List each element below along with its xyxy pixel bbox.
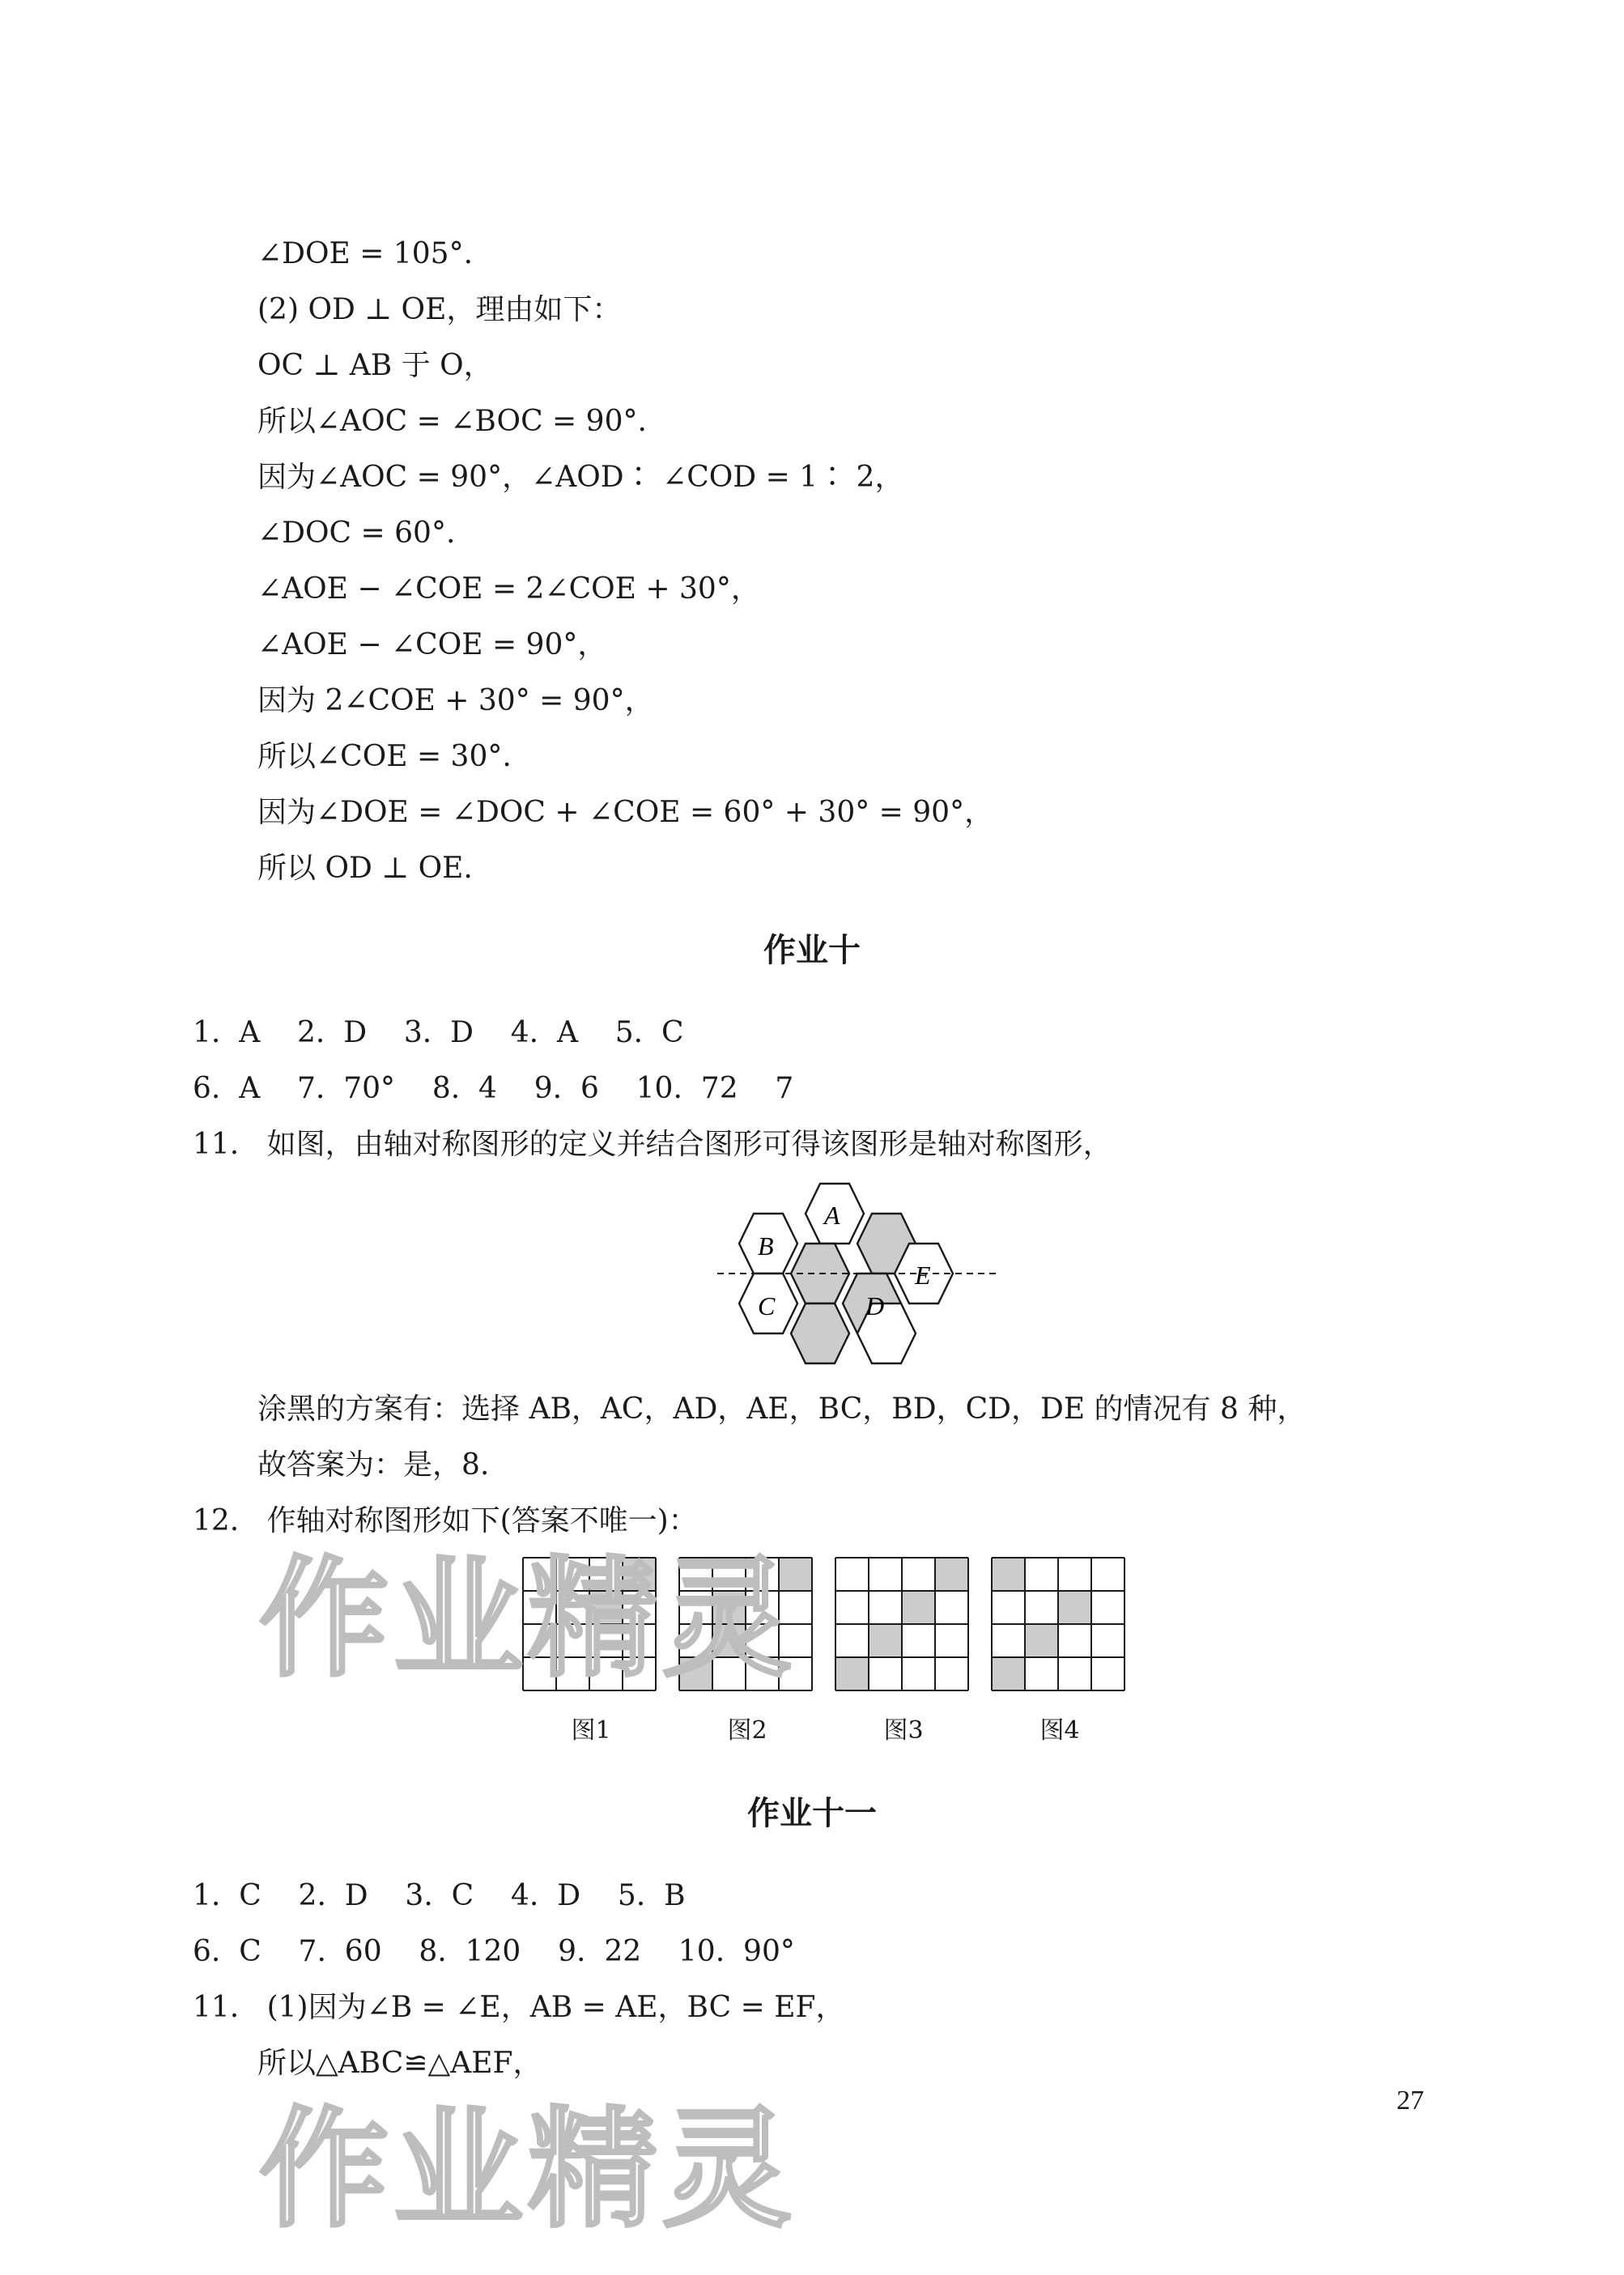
answers-row-1: 1. C 2. D 3. C 4. D 5. B <box>193 1879 686 1912</box>
grid-label-4: 图4 <box>1039 1716 1080 1745</box>
text-line: OC ⊥ AB 于 O， <box>257 349 493 382</box>
grid-shaded-cell <box>835 1657 869 1690</box>
grid-shaded-cell <box>1058 1591 1091 1624</box>
question-12: 12. 作轴对称图形如下(答案不唯一)： <box>193 1504 698 1537</box>
text-line: ∠AOE − ∠COE = 2∠COE + 30°， <box>257 572 760 606</box>
text-line: ∠AOE − ∠COE = 90°， <box>257 628 607 661</box>
question-11-2: 所以△ABC≌△AEF， <box>257 2047 542 2080</box>
text-line: 因为∠DOE = ∠DOC + ∠COE = 60° + 30° = 90°， <box>257 796 994 829</box>
text-line: 所以∠COE = 30°. <box>257 740 512 773</box>
question-11-1: 11. (1)因为∠B = ∠E，AB = AE，BC = EF， <box>193 1991 845 2024</box>
grid-shaded-cell <box>1025 1624 1058 1657</box>
question-11-answer-1: 涂黑的方案有：选择 AB，AC，AD，AE，BC，BD，CD，DE 的情况有 8 种， <box>257 1393 1307 1426</box>
hexagon-shaded-bottom <box>791 1303 849 1363</box>
grid-shaded-cell <box>869 1624 902 1657</box>
section-title-10: 作业十 <box>763 932 861 969</box>
question-11: 11. 如图，由轴对称图形的定义并结合图形可得该图形是轴对称图形， <box>193 1128 1112 1161</box>
watermark: 作业精灵 <box>259 2094 797 2245</box>
hex-label-a: A <box>824 1201 840 1230</box>
grid-shaded-cell <box>935 1558 968 1591</box>
grid-shaded-cell <box>902 1591 935 1624</box>
hex-label-b: B <box>758 1231 774 1261</box>
question-11-answer-2: 故答案为：是，8. <box>257 1448 490 1482</box>
answers-row-2: 6. C 7. 60 8. 120 9. 22 10. 90° <box>193 1935 795 1968</box>
grid-shaded-cell <box>992 1657 1025 1690</box>
hex-label-d: D <box>865 1291 885 1320</box>
hex-label-e: E <box>915 1261 931 1290</box>
grid-4 <box>992 1558 1124 1690</box>
grid-label-2: 图2 <box>727 1716 767 1745</box>
grid-label-3: 图3 <box>883 1716 924 1745</box>
text-line: (2) OD ⊥ OE，理由如下： <box>257 293 622 326</box>
text-line: 所以∠AOC = ∠BOC = 90°. <box>257 405 647 438</box>
grid-shaded-cell <box>992 1558 1025 1591</box>
grid-3 <box>835 1558 968 1690</box>
section-title-11: 作业十一 <box>747 1795 877 1832</box>
text-line: 因为 2∠COE + 30° = 90°， <box>257 684 654 717</box>
text-line: 因为∠AOC = 90°，∠AOD∶ ∠COD = 1∶ 2， <box>257 461 904 494</box>
page-number: 27 <box>1397 2086 1424 2116</box>
hex-label-c: C <box>758 1291 776 1320</box>
text-line: 所以 OD ⊥ OE. <box>257 852 473 885</box>
text-line: ∠DOC = 60°. <box>257 517 456 550</box>
watermark: 作业精灵 <box>259 1543 797 1695</box>
grid-label-1: 图1 <box>571 1716 611 1745</box>
hexagon-figure <box>712 1172 1004 1383</box>
text-line: ∠DOE = 105°. <box>257 237 474 270</box>
answers-row-2: 6. A 7. 70° 8. 4 9. 6 10. 72 7 <box>193 1072 794 1105</box>
answers-row-1: 1. A 2. D 3. D 4. A 5. C <box>193 1016 684 1049</box>
